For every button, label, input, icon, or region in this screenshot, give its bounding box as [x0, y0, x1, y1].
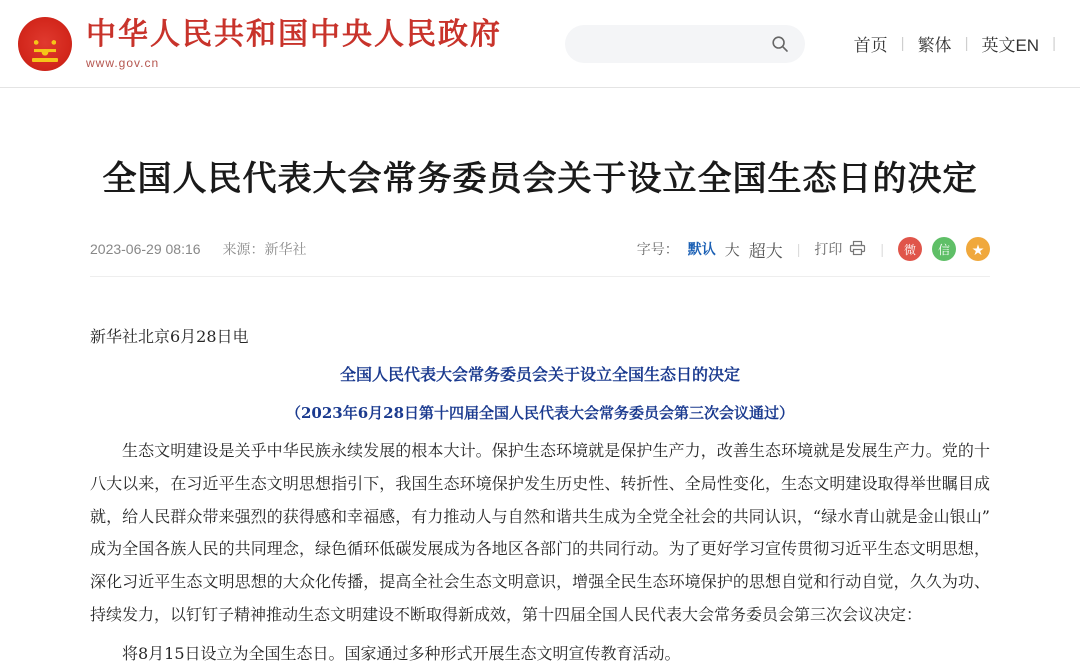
nav-separator: |	[964, 35, 969, 52]
source-value: 新华社	[264, 241, 307, 258]
search-box[interactable]	[565, 25, 805, 63]
article-meta-bar	[90, 237, 990, 277]
site-brand[interactable]	[18, 17, 502, 71]
source-label: 来源：	[222, 241, 265, 258]
site-title: 中华人民共和国中央人民政府	[86, 16, 502, 52]
meta-divider: |	[880, 241, 884, 258]
nav-item-home[interactable]: 首页	[853, 36, 888, 55]
meta-left	[90, 239, 307, 259]
site-header	[0, 0, 1080, 88]
brand-text	[86, 18, 502, 70]
print-label: 打印	[814, 241, 843, 258]
article-paragraph: 生态文明建设是关乎中华民族永续发展的根本大计。保护生态环境就是保护生产力，改善生态环境就是发展生产力。党的十八大以来，在习近平生态文明思想指引下，我国生态环境保护发生历史性、转折性、全局性变化，生态文明建设取得举世瞩目成就，给人民群众带来强烈的获得感和幸福感，有力推动人与自然和谐共生成为全党全社会的共同认识，“绿水青山就是金山银山”成为全国各族人民的共同理念，绿色循环低碳发展成为各地区各部门的共同行动。为了更好学习宣传贯彻习近平生态文明思想，深化习近平生态文明思想的大众化传播，提高全社会生态文明意识，增强全民生态环境保护的思想自觉和行动自觉，久久为功、持续发力，以钉钉子精神推动生态文明建设不断取得新成效，第十四届全国人民代表大会常务委员会第三次会议决定：	[90, 441, 990, 624]
document-title: 全国人民代表大会常务委员会关于设立全国生态日的决定	[339, 365, 740, 385]
print-button[interactable]	[814, 239, 866, 259]
site-domain: www.gov.cn	[86, 55, 160, 70]
fontsize-label: 字号：	[636, 241, 679, 258]
search-input[interactable]	[581, 35, 771, 52]
publish-date: 2023-06-29 08:16	[90, 241, 201, 258]
fontsize-controls	[637, 237, 783, 262]
meta-right	[637, 237, 990, 262]
fontsize-option-extra-large[interactable]: 超大	[748, 241, 783, 261]
nav-separator: |	[900, 35, 905, 52]
favorite-share-icon[interactable]: ★	[966, 237, 990, 261]
search-icon[interactable]	[771, 35, 789, 53]
document-subtitle: （2023年6月28日第十四届全国人民代表大会常务委员会第三次会议通过）	[285, 404, 795, 423]
nav-separator: |	[1052, 35, 1056, 52]
share-buttons	[898, 237, 990, 261]
printer-icon	[849, 240, 866, 259]
nav-item-english[interactable]: 英文EN	[981, 36, 1040, 55]
nav-item-traditional[interactable]: 繁体	[917, 36, 952, 55]
page-title: 全国人民代表大会常务委员会关于设立全国生态日的决定	[102, 158, 978, 199]
dateline: 新华社北京6月28日电	[90, 326, 249, 346]
article-body	[90, 321, 990, 671]
article-container	[90, 88, 990, 671]
weibo-share-icon[interactable]: 微	[898, 237, 922, 261]
national-emblem-icon	[18, 17, 72, 71]
meta-divider: |	[796, 241, 801, 258]
fontsize-option-default[interactable]: 默认	[687, 241, 716, 258]
source-group	[223, 239, 307, 259]
header-nav	[841, 31, 1056, 56]
article-paragraph: 将8月15日设立为全国生态日。国家通过多种形式开展生态文明宣传教育活动。	[122, 643, 681, 663]
wechat-share-icon[interactable]: 信	[932, 237, 956, 261]
fontsize-option-large[interactable]: 大	[724, 241, 740, 259]
